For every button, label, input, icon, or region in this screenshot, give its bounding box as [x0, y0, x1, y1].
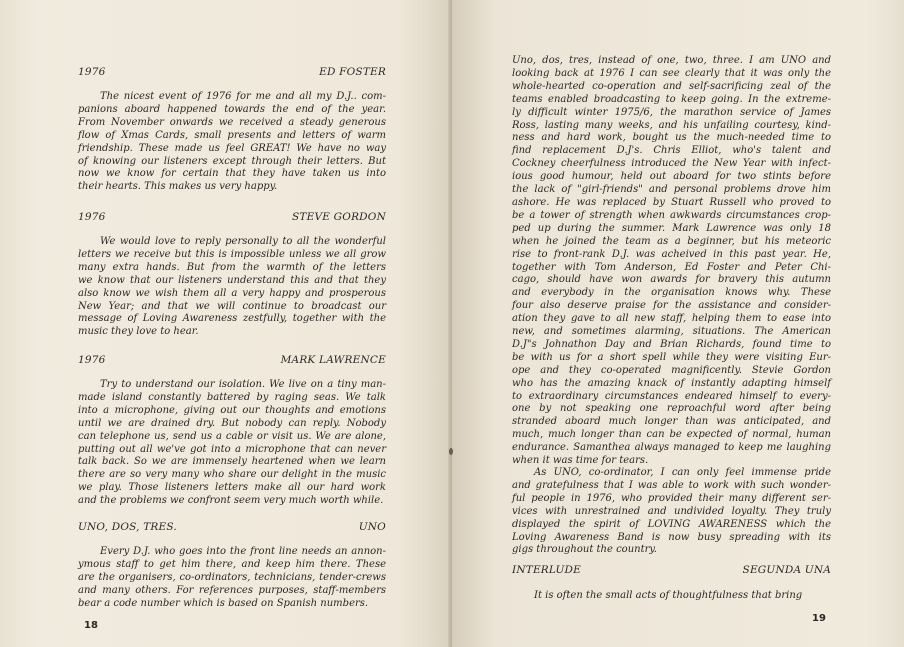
interlude-paragraph	[512, 590, 831, 603]
section-heading	[78, 521, 386, 533]
text-line: New Year; and that we will continue to broadcast our	[78, 300, 386, 312]
text-line: D.J"s Johnathon Day and Brian Richards, found time to	[512, 338, 831, 350]
heading-author: SEGUNDA UNA	[742, 564, 831, 576]
heading-title: 1976	[78, 354, 106, 366]
text-line: when he joined the team as a beginner, but his meteoric	[512, 235, 831, 247]
text-line: As UNO, co-ordinator, I can only feel immense pride	[534, 467, 831, 478]
heading-title: 1976	[78, 66, 106, 78]
text-line: The nicest event of 1976 for me and all my D.J.. com-	[100, 91, 386, 102]
text-line: many extra hands. But from the warmth of the letters	[78, 261, 386, 273]
text-line: ped up during the summer. Mark Lawrence was only 18	[512, 222, 831, 234]
text-line: four also deserve praise for the assistance and consider-	[512, 300, 831, 312]
text-line: their hearts. This makes us very happy.	[78, 181, 278, 193]
text-line: be a tower of strength when awkwards circumstances crop-	[512, 209, 831, 221]
section-paragraph	[78, 91, 386, 194]
text-line: to extraordinary circumstances endeared himself to every-	[512, 390, 831, 402]
text-line: stranded aboard much longer than was anticipated, and	[512, 416, 831, 428]
section-heading-interlude	[512, 564, 831, 576]
text-line: we play. Those listeners letters make all our hard work	[78, 482, 386, 494]
paper-speck	[449, 448, 453, 455]
text-line: be with us for a short spell while they were visiting Eur-	[512, 351, 831, 363]
text-line: and everybody in the organisation knows why. These	[512, 287, 831, 299]
text-line: cago, should have won awards for bravery this autumn	[512, 274, 831, 286]
text-line: together with Tom Anderson, Ed Foster and Peter Chi-	[512, 261, 831, 273]
text-line: ation they gave to all new staff, helping them to ease into	[512, 313, 831, 325]
text-line: one by not speaking one reproachful word after being	[512, 403, 831, 415]
heading-author: UNO	[358, 521, 386, 533]
text-line: Uno, dos, tres, instead of one, two, three. I am UNO and	[512, 55, 831, 66]
section-heading	[78, 211, 386, 223]
text-line: of knowing our listeners except through their letters. But	[78, 155, 386, 167]
text-line: displayed the spirit of LOVING AWARENESS which the	[512, 518, 831, 530]
page-number-left: 18	[84, 620, 98, 631]
text-line: We would love to reply personally to all the wonderful	[100, 236, 386, 247]
text-line: flow of Xmas Cards, small presents and letters of warm	[78, 129, 386, 141]
text-line: ness and hard work, bought us the much-needed time to	[512, 132, 831, 144]
text-line: until we are drained dry. But nobody can reply. Nobody	[78, 417, 386, 429]
text-line: vices with unrestrained and undivided loyalty. They truly	[512, 505, 831, 517]
text-line: Ross, lasting many weeks, and his unfailing courtesy, kind-	[512, 119, 831, 131]
text-line: also know we wish them all a very happy and prosperous	[78, 287, 386, 299]
text-line: Try to understand our isolation. We live on a tiny man-	[100, 379, 386, 390]
heading-author: STEVE GORDON	[292, 211, 386, 223]
section-paragraph	[78, 546, 386, 611]
text-line: talk back. So we are immensely heartened when we learn	[78, 456, 386, 468]
text-line: when it was time for tears.	[512, 455, 649, 467]
text-line: we know that our listeners understand this and that they	[78, 274, 386, 286]
heading-author: ED FOSTER	[319, 66, 386, 78]
section-paragraph	[78, 236, 386, 339]
text-line: there are so very many who share our delight in the music	[78, 469, 386, 481]
text-line: the lack of "girl-friends" and personal problems drove him	[512, 184, 831, 196]
text-line: looking back at 1976 I can see clearly that it was only the	[512, 67, 831, 79]
text-line: gigs throughout the country.	[512, 544, 657, 556]
text-line: new, and sometimes alarming, situations. The American	[512, 326, 831, 338]
section-heading	[78, 354, 386, 366]
text-line: ashore. He was replaced by Stuart Russell who proved to	[512, 196, 831, 208]
text-line: ly difficult winter 1975/6, the marathon service of James	[512, 106, 831, 118]
text-line: and the problems we confront seem very much worth while.	[78, 495, 384, 507]
text-line: message of Loving Awareness zestfully, together with the	[78, 313, 386, 325]
text-line: From November onwards we received a steady generous	[78, 116, 386, 128]
text-line: and many others. For references purposes, staff-members	[78, 584, 386, 596]
text-line: Loving Awareness Band is now busy spreading with its	[512, 531, 831, 543]
heading-title: INTERLUDE	[512, 564, 582, 576]
text-line: who has the amazing knack of instantly adapting himself	[512, 377, 831, 389]
text-line: bear a code number which is based on Spanish numbers.	[78, 597, 369, 609]
text-line: ymous staff to get him there, and keep him there. These	[78, 558, 386, 570]
text-line: teams enabled broadcasting to keep going. In the extreme-	[512, 93, 831, 105]
text-line: ious good humour, held out aboard for two stints before	[512, 171, 831, 183]
uno-body-continued	[512, 55, 831, 468]
text-line: Every D.J. who goes into the front line needs an annon-	[100, 546, 386, 557]
text-line: find replacement D.J's. Chris Elliot, who's talent and	[512, 145, 831, 157]
uno-closing-paragraph	[512, 467, 831, 557]
text-line: whole-hearted co-operation and self-sacrificing zeal of the	[512, 80, 831, 92]
text-line: now we know for certain that they have taken us into	[78, 168, 386, 180]
section-paragraph	[78, 379, 386, 508]
heading-title: UNO, DOS, TRES.	[78, 521, 177, 533]
heading-title: 1976	[78, 211, 106, 223]
right-page	[452, 0, 904, 647]
text-line: can telephone us, send us a cable or visit us. We are alone,	[78, 430, 386, 442]
text-line: made island constantly battered by raging seas. We talk	[78, 391, 386, 403]
text-line: endurance. Samanthea always managed to keep me laughing	[512, 442, 831, 454]
section-heading	[78, 66, 386, 78]
text-line: putting out all we've got into a microphone that can never	[78, 443, 386, 455]
heading-author: MARK LAWRENCE	[280, 354, 386, 366]
text-line: into a microphone, giving out our thoughts and emotions	[78, 404, 386, 416]
text-line: rise to front-rank D.J. was acheived in this past year. He,	[512, 248, 831, 260]
text-line: are the organisers, co-ordinators, technicians, tender-crews	[78, 571, 386, 583]
text-line: friendship. These made us feel GREAT! We have no way	[78, 142, 386, 154]
text-line: Cockney cheerfulness introduced the New Year with infect-	[512, 158, 831, 170]
text-line: ope and they co-operated magnificently. Stevie Gordon	[512, 364, 831, 376]
page-number-right: 19	[812, 613, 826, 624]
text-line: panions aboard happened towards the end of the year.	[78, 103, 386, 115]
text-line: It is often the small acts of thoughtfulness that bring	[534, 590, 803, 601]
text-line: music they love to hear.	[78, 326, 199, 338]
text-line: much, much longer than can be expected of normal, human	[512, 429, 831, 441]
text-line: letters we receive but this is impossible unless we all grow	[78, 248, 386, 260]
text-line: and gratefulness that I was able to work with such wonder-	[512, 479, 831, 491]
text-line: ful people in 1976, who provided their many different ser-	[512, 492, 831, 504]
